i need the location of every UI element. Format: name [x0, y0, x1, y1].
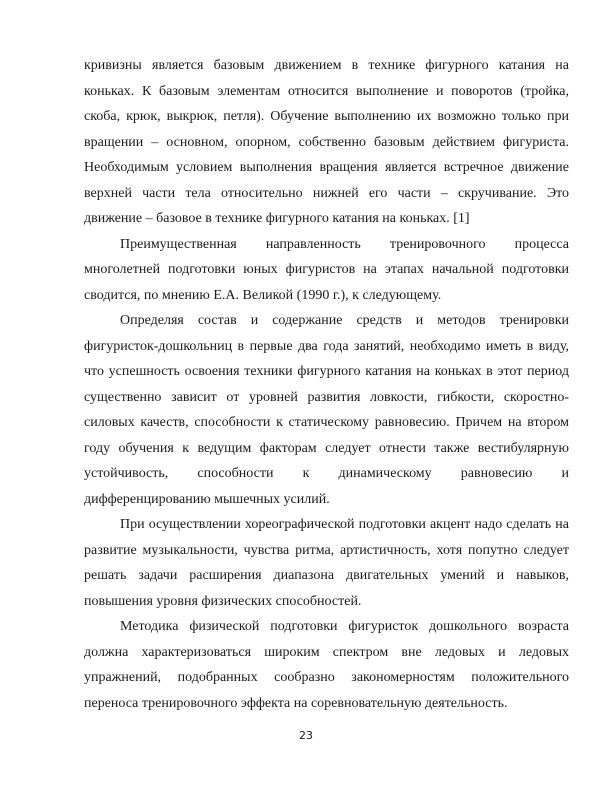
- paragraph-physical-training: Методика физической подготовки фигуристок дошкольного возраста должна характеризоваться широким спектром вне ледовых и ледовых упражнений, подобранных сообразно закономерностям положительного переноса тренировочного эффекта на соревновательную деятельность.: [84, 619, 569, 711]
- paragraph-choreography: При осуществлении хореографической подготовки акцент надо сделать на развитие музыкальности, чувства ритма, артистичность, хотя попутно следует решать задачи расширения диапазона двигательных умений и навыков, повышения уровня физических способностей.: [84, 517, 569, 609]
- page-number: 23: [299, 729, 313, 742]
- paragraph-training-methods: Определяя состав и содержание средств и методов тренировки фигуристок-дошкольниц в первые два года занятий, необходимо иметь в виду, что успешность освоения техники фигурного катания на коньках в этот период существенно зависит от уровней развития ловкости, гибкости, скоростно-силовых качеств, способности к статическому равновесию. Причем на втором году обучения к ведущим факторам следует отнести также вестибулярную устойчивость, способности к динамическому равновесию и дифференцированию мышечных усилий.: [84, 313, 569, 507]
- paragraph-training-direction: Преимущественная направленность тренировочного процесса многолетней подготовки юных фигуристов на этапах начальной подготовки сводится, по мнению Е.А. Великой (1990 г.), к следующему.: [84, 236, 569, 303]
- paragraph-continuation: кривизны является базовым движением в технике фигурного катания на коньках. К базовым элементам относится выполнение и поворотов (тройка, скоба, крюк, выкрюк, петля). Обучение выполнению их возможно только при вращении – основном, опорном, собственно базовым действием фигуриста. Необходимым условием выполнения вращения является встречное движение верхней части тела относительно нижней его части – скручивание. Это движение – базовое в технике фигурного катания на коньках. [1]: [84, 58, 569, 226]
